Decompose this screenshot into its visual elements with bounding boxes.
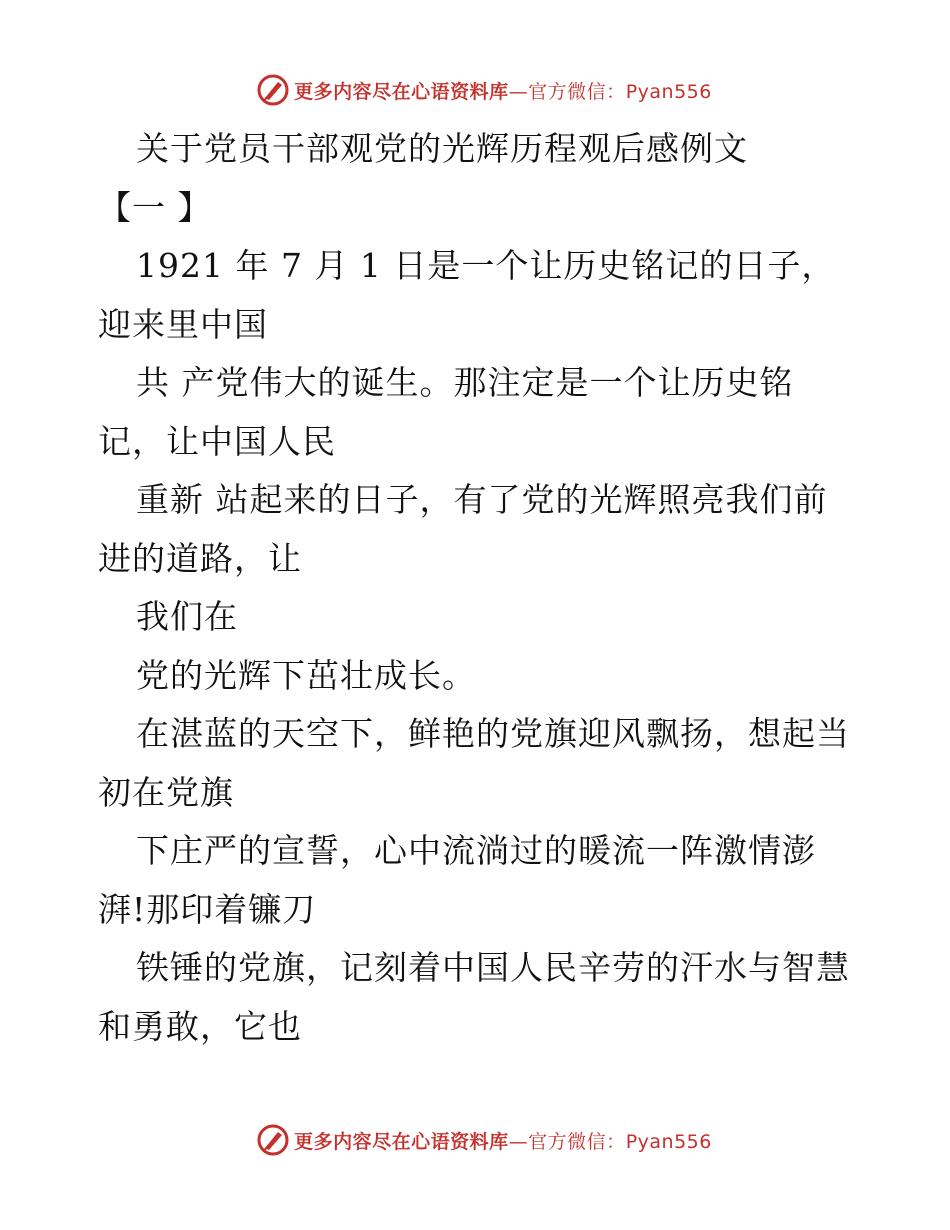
- banner-wechat-id: Pyan556: [625, 80, 712, 103]
- paragraph-line: 记，让中国人民: [98, 421, 336, 461]
- paragraph-line: 1921 年 7 月 1 日是一个让历史铭记的日子，: [136, 246, 836, 285]
- paragraph-line: 党的光辉下茁壮成长。: [136, 655, 476, 695]
- banner-main-text: 更多内容尽在心语资料库: [294, 1130, 509, 1153]
- paragraph-line: 下庄严的宣誓，心中流淌过的暖流一阵激情澎: [136, 831, 816, 870]
- paragraph-line: 初在党旗: [98, 772, 234, 812]
- paragraph-line: 在湛蓝的天空下，鲜艳的党旗迎风飘扬，想起当: [136, 714, 850, 753]
- banner-wechat-label: 官方微信：: [528, 80, 626, 103]
- section-heading: 【一 】: [98, 187, 212, 227]
- footer-banner: [0, 1120, 950, 1160]
- banner-text: [294, 77, 712, 104]
- paragraph-line: 湃!那印着镰刀: [98, 889, 317, 929]
- paragraph-line: 和勇敢，它也: [98, 1006, 302, 1046]
- paragraph-line: 进的道路，让: [98, 538, 302, 578]
- paragraph-line: 铁锤的党旗，记刻着中国人民辛劳的汗水与智慧: [136, 948, 850, 987]
- paragraph-line: 共 产党伟大的诞生。那注定是一个让历史铭: [136, 363, 794, 402]
- header-banner: [0, 70, 950, 110]
- banner-separator: —: [508, 80, 529, 103]
- document-body: [98, 120, 858, 1056]
- quill-pen-icon: [256, 73, 290, 107]
- header-banner-content: [256, 73, 712, 107]
- banner-main-text: 更多内容尽在心语资料库: [294, 80, 509, 103]
- paragraph-line: 重新 站起来的日子，有了党的光辉照亮我们前: [136, 480, 828, 519]
- banner-text: [294, 1127, 712, 1154]
- banner-separator: —: [508, 1130, 529, 1153]
- paragraph-line: 我们在: [136, 597, 238, 636]
- footer-banner-content: [256, 1123, 712, 1157]
- document-title: 关于党员干部观党的光辉历程观后感例文: [136, 129, 748, 168]
- banner-wechat-label: 官方微信：: [528, 1130, 626, 1153]
- quill-pen-icon: [256, 1123, 290, 1157]
- banner-wechat-id: Pyan556: [625, 1130, 712, 1153]
- paragraph-line: 迎来里中国: [98, 304, 268, 344]
